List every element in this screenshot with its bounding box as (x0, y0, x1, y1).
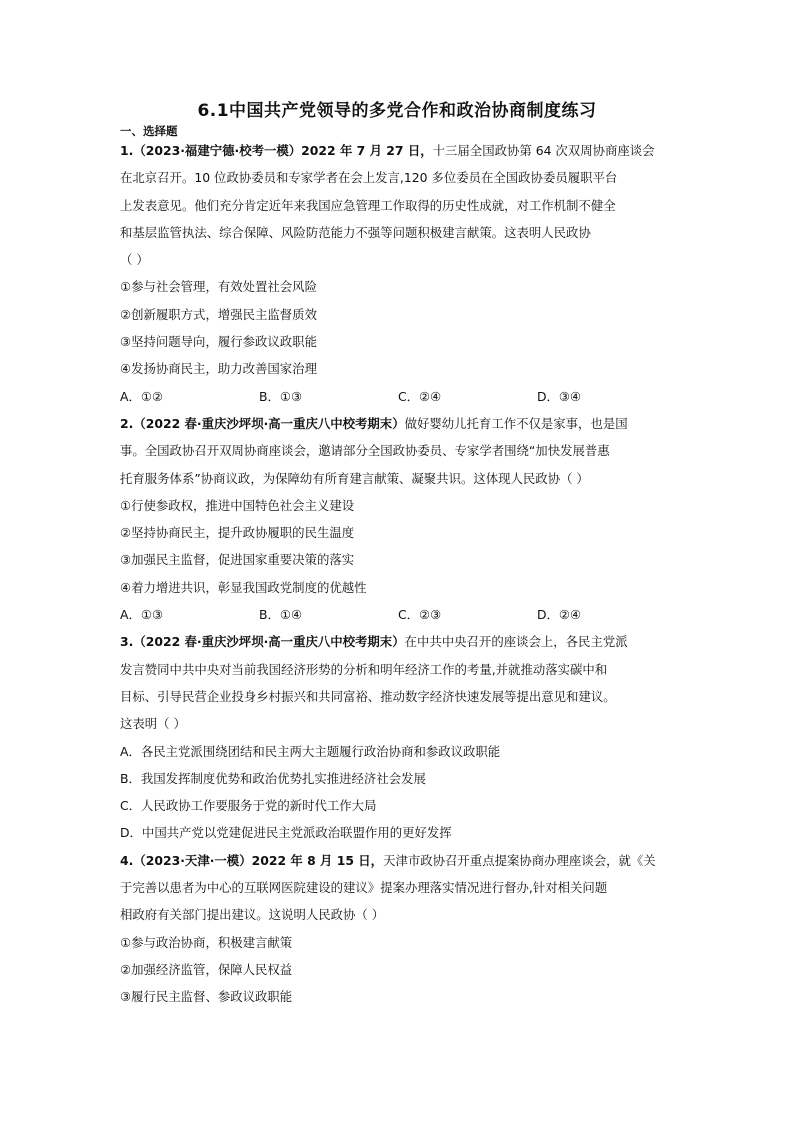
stem-text: 在中共中央召开的座谈会上，各民主党派 (404, 634, 628, 650)
statement: ①参与政治协商，积极建言献策 (120, 934, 293, 950)
stem-line: 发言赞同中共中央对当前我国经济形势的分析和明年经济工作的考量,并就推动落实碳中和 (120, 661, 608, 677)
options-row (120, 383, 686, 410)
option-d[interactable]: D．中国共产党以党建促进民主党派政治联盟作用的更好发挥 (120, 825, 452, 841)
question-number: 3. (120, 634, 134, 650)
stem-line: 这表明（ ） (120, 716, 186, 732)
question-stem (120, 847, 686, 874)
question-number: 4. (120, 852, 134, 868)
statement: ④着力增进共识，彰显我国政党制度的优越性 (120, 579, 367, 595)
question-source: （2022 春·重庆沙坪坝·高一重庆八中校考期末） (133, 634, 405, 650)
stem-line: 托育服务体系”协商议政，为保障幼有所育建言献策、凝聚共识。这体现人民政协（ ） (120, 470, 589, 486)
statement: ④发扬协商民主，助力改善国家治理 (120, 361, 317, 377)
question-3 (120, 628, 686, 846)
option-b[interactable]: B．①④ (259, 607, 303, 623)
statement: ②坚持协商民主，提升政协履职的民生温度 (120, 525, 355, 541)
question-source: （2022 春·重庆沙坪坝·高一重庆八中校考期末） (133, 415, 405, 431)
question-source: （2023·天津·一模）2022 年 8 月 15 日， (133, 852, 384, 868)
stem-line: 相政府有关部门提出建议。这说明人民政协（ ） (120, 907, 385, 923)
question-stem (120, 137, 686, 164)
stem-line: 事。全国政协召开双周协商座谈会，邀请部分全国政协委员、专家学者围绕“加快发展普惠 (120, 443, 610, 459)
statement: ③履行民主监督、参政议政职能 (120, 989, 293, 1005)
question-number: 2. (120, 415, 134, 431)
option-a[interactable]: A．各民主党派围绕团结和民主两大主题履行政治协商和参政议政职能 (120, 743, 501, 759)
question-source: （2023·福建宁德·校考一模）2022 年 7 月 27 日， (133, 143, 433, 158)
statement: ①参与社会管理，有效处置社会风险 (120, 279, 317, 295)
section-heading: 一、选择题 (120, 124, 178, 138)
option-b[interactable]: B．我国发挥制度优势和政治优势扎实推进经济社会发展 (120, 770, 426, 786)
stem-line: 上发表意见。他们充分肯定近年来我国应急管理工作取得的历史性成就，对工作机制不健全 (120, 197, 616, 213)
question-list (120, 137, 686, 1011)
statement: ①行使参政权，推进中国特色社会主义建设 (120, 497, 355, 513)
question-number: 1. (120, 143, 134, 158)
page-title: 6.1中国共产党领导的多党合作和政治协商制度练习 (197, 101, 597, 121)
stem-line: 和基层监管执法、综合保障、风险防范能力不强等问题积极建言献策。这表明人民政协 (120, 224, 591, 240)
stem-line: 在北京召开。10 位政协委员和专家学者在会上发言,120 多位委员在全国政协委员履职平台 (120, 170, 618, 186)
stem-text: 天津市政协召开重点提案协商办理座谈会，就《关 (383, 852, 656, 868)
option-b[interactable]: B．①③ (259, 388, 303, 404)
stem-line: 于完善以患者为中心的互联网医院建设的建议》提案办理落实情况进行督办,针对相关问题 (120, 880, 608, 896)
options-row (120, 601, 686, 628)
stem-text: 十三届全国政协第 64 次双周协商座谈会 (432, 143, 655, 158)
option-a[interactable]: A．①③ (120, 607, 164, 623)
question-1 (120, 137, 686, 410)
option-c[interactable]: C．②③ (398, 607, 442, 623)
question-stem (120, 410, 686, 437)
option-d[interactable]: D．②④ (537, 607, 582, 623)
stem-text: 做好婴幼儿托育工作不仅是家事，也是国 (404, 415, 628, 431)
option-d[interactable]: D．③④ (537, 388, 582, 404)
stem-line: 目标、引导民营企业投身乡村振兴和共同富裕、推动数字经济快速发展等提出意见和建议。 (120, 688, 616, 704)
statement: ②创新履职方式，增强民主监督质效 (120, 306, 317, 322)
statement: ③坚持问题导向，履行参政议政职能 (120, 334, 317, 350)
question-stem (120, 628, 686, 655)
option-c[interactable]: C．人民政协工作要服务于党的新时代工作大局 (120, 798, 377, 814)
statement: ③加强民主监督，促进国家重要决策的落实 (120, 552, 355, 568)
option-a[interactable]: A．①② (120, 388, 164, 404)
question-4 (120, 847, 686, 1011)
answer-blank: （ ） (120, 252, 149, 268)
option-c[interactable]: C．②④ (398, 388, 442, 404)
question-2 (120, 410, 686, 628)
statement: ②加强经济监管，保障人民权益 (120, 961, 293, 977)
